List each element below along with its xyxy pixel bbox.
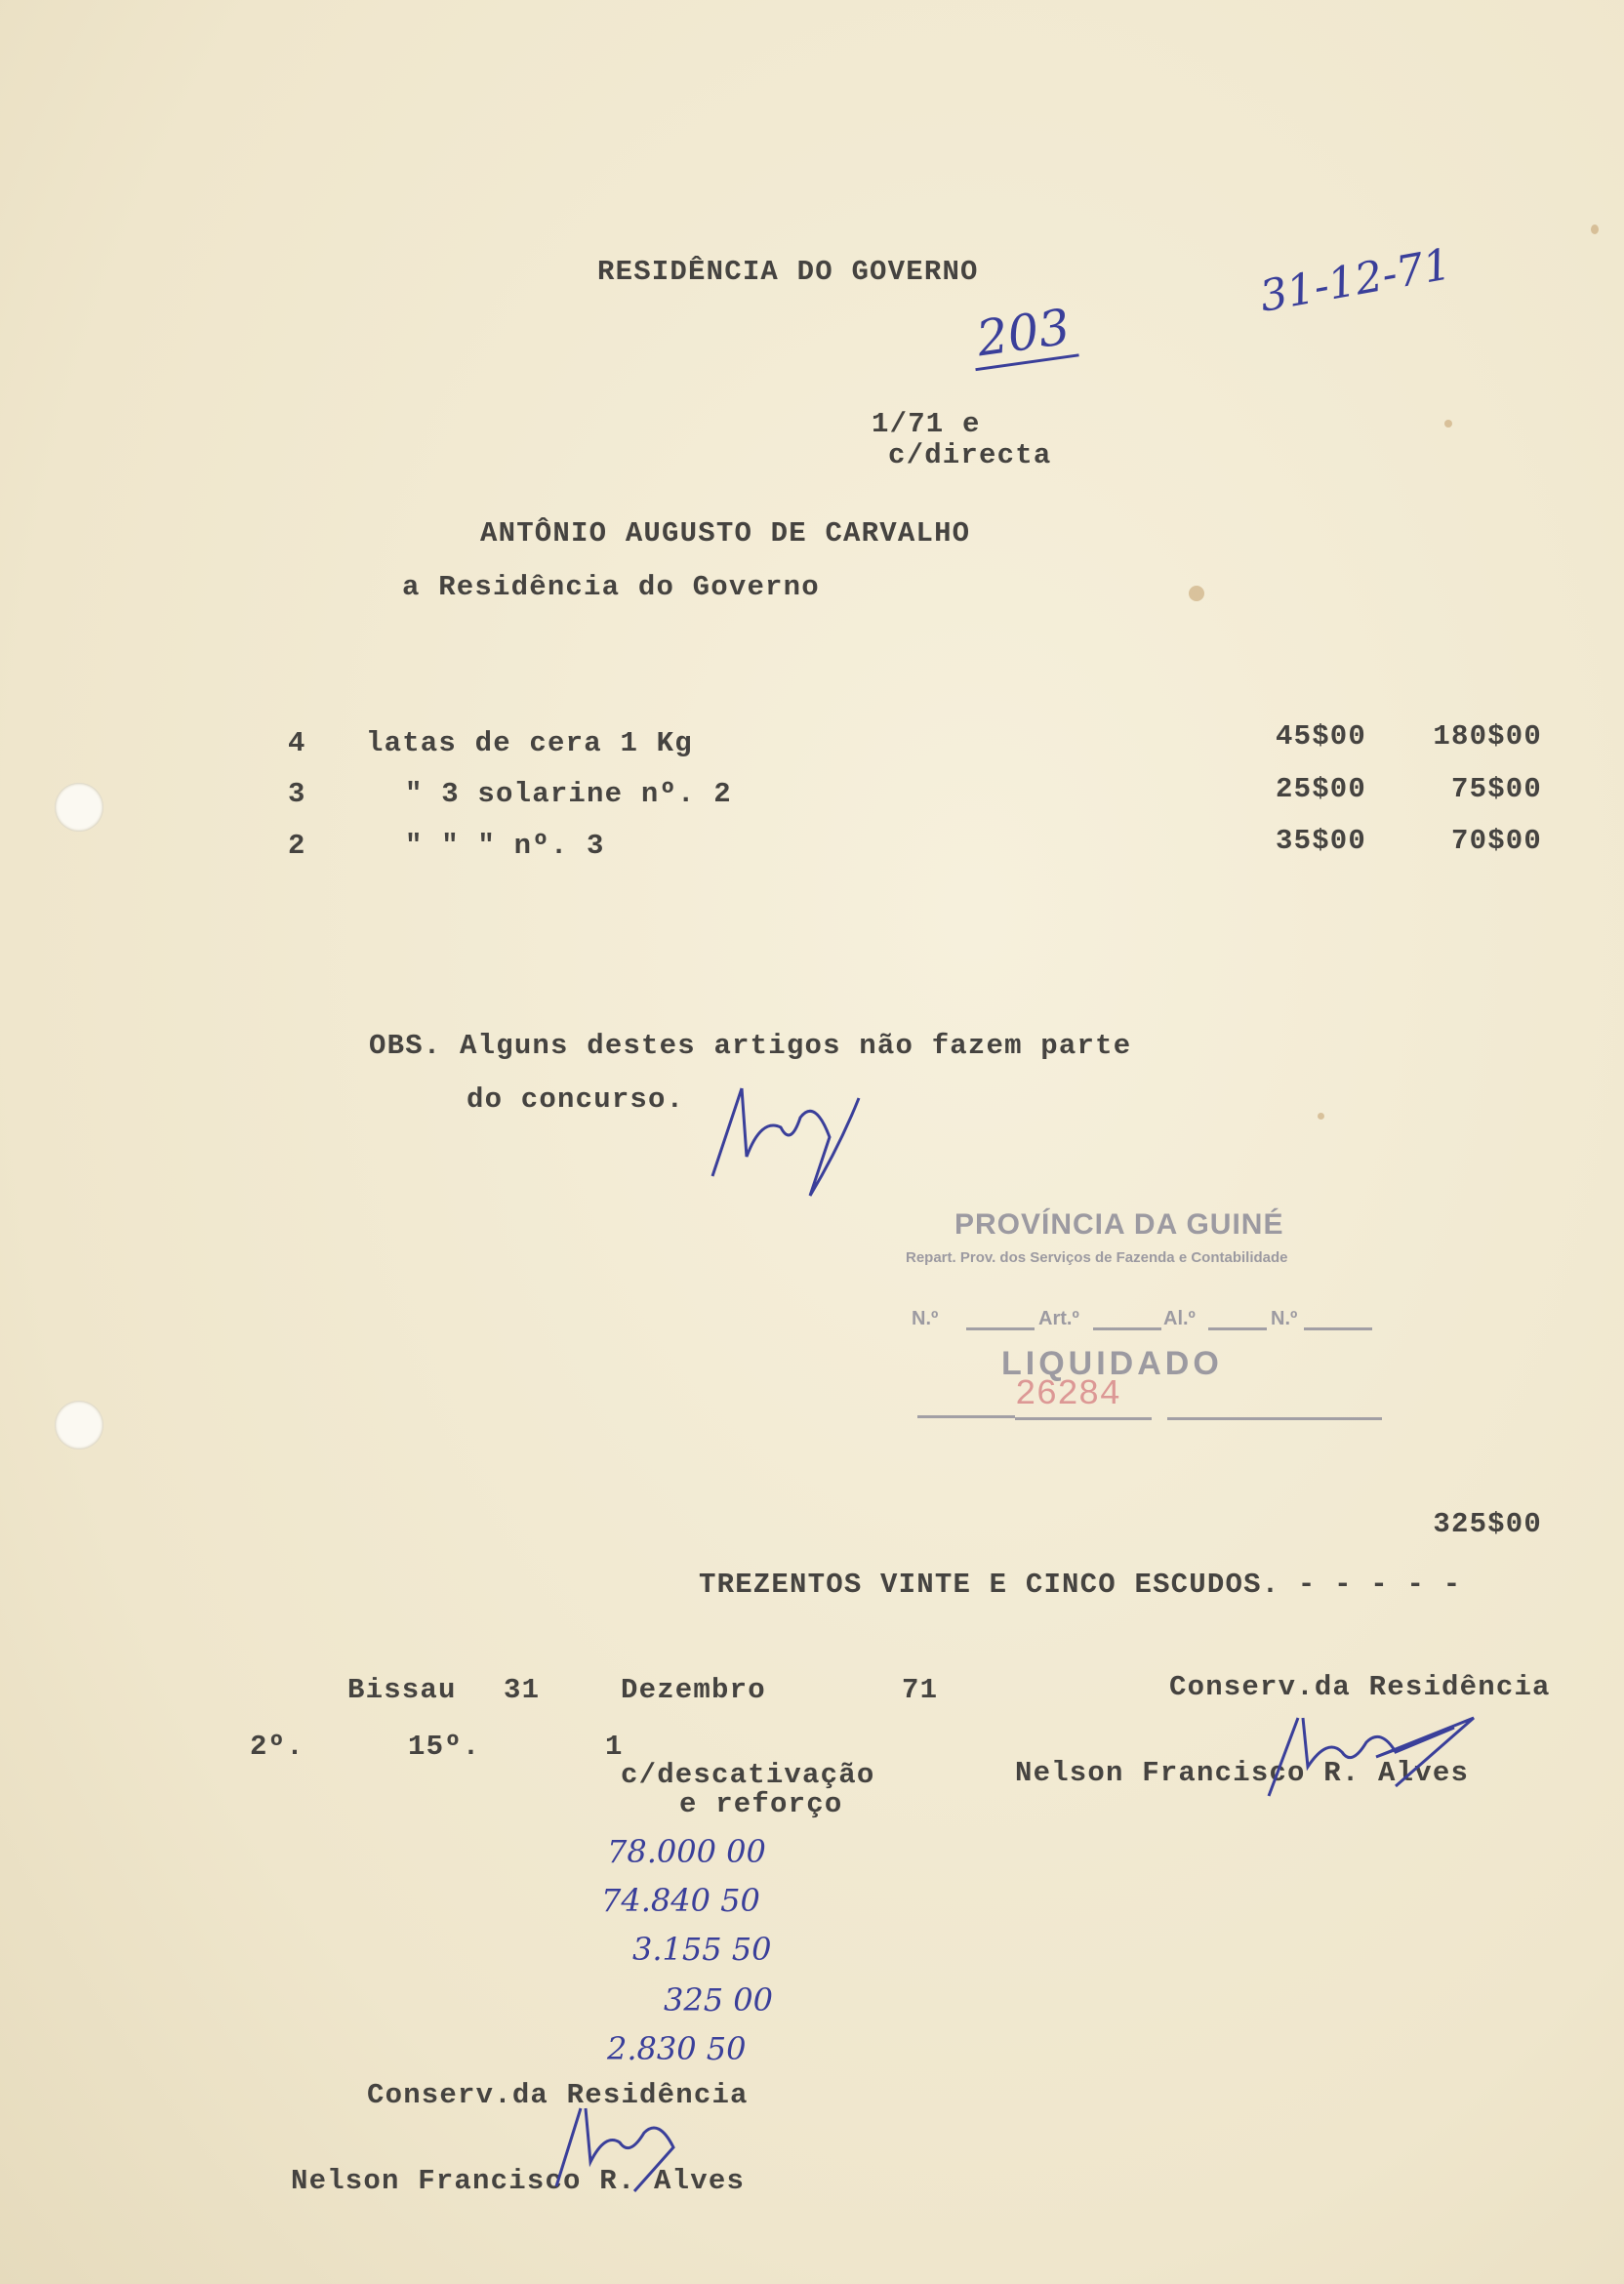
stamp-field-al: Al.º: [1163, 1308, 1196, 1329]
handwritten-date: 31-12-71: [1256, 239, 1455, 322]
observation-line-1: OBS. Alguns destes artigos não fazem parte: [369, 1030, 1132, 1062]
total-in-words: TREZENTOS VINTE E CINCO ESCUDOS. - - - - -: [699, 1569, 1462, 1601]
stamp-line: [1015, 1417, 1152, 1420]
item-qty: 2: [288, 830, 306, 862]
reference-line-2: c/directa: [888, 439, 1052, 471]
item-total: 70$00: [1450, 825, 1542, 857]
supplier-name: ANTÔNIO AUGUSTO DE CARVALHO: [480, 517, 971, 550]
signature-mark: [703, 1059, 869, 1205]
item-total: 180$00: [1433, 720, 1542, 753]
stamp-field-art: Art.º: [1038, 1308, 1079, 1329]
handwritten-calc: 74.840 50: [601, 1882, 760, 1919]
signatory-title-left: Conserv.da Residência: [367, 2079, 749, 2111]
signature-right: [1259, 1698, 1493, 1806]
observation-line-2: do concurso.: [467, 1083, 685, 1116]
stamp-line: [1167, 1417, 1382, 1420]
stamp-province: PROVÍNCIA DA GUINÉ: [954, 1208, 1284, 1241]
stain: [1591, 224, 1599, 234]
item-description: latas de cera 1 Kg: [366, 727, 693, 759]
signatory-title-right: Conserv.da Residência: [1169, 1671, 1551, 1703]
stamp-line: [1093, 1327, 1161, 1330]
institution-heading: RESIDÊNCIA DO GOVERNO: [597, 256, 979, 288]
stamp-number: 26284: [1015, 1374, 1121, 1414]
stain: [1318, 1113, 1324, 1120]
classification-note-2: e reforço: [679, 1788, 843, 1820]
item-unit-price: 45$00: [1275, 720, 1366, 753]
stain: [1189, 586, 1204, 601]
signature-left: [547, 2089, 703, 2196]
item-description: " 3 solarine nº. 2: [405, 778, 732, 810]
stamp-field-no-2: N.º: [1271, 1308, 1298, 1329]
stamp-line: [1208, 1327, 1267, 1330]
handwritten-calc: 325 00: [664, 1981, 773, 2019]
total-amount: 325$00: [1433, 1508, 1542, 1540]
item-unit-price: 35$00: [1275, 825, 1366, 857]
stamp-line: [966, 1327, 1035, 1330]
punch-hole-bottom: [55, 1401, 103, 1449]
stamp-department: Repart. Prov. dos Serviços de Fazenda e Contabilidade: [906, 1249, 1288, 1266]
handwritten-number: 203: [967, 298, 1079, 371]
reference-line-1: 1/71 e: [872, 408, 981, 440]
classification-article: 15º.: [408, 1731, 481, 1763]
item-qty: 3: [288, 778, 306, 810]
place: Bissau: [347, 1674, 457, 1706]
classification-note-1: c/descativação: [621, 1759, 875, 1791]
item-qty: 4: [288, 727, 306, 759]
punch-hole-top: [55, 783, 103, 832]
stain: [1444, 420, 1452, 428]
handwritten-calc: 3.155 50: [632, 1931, 772, 1968]
item-total: 75$00: [1450, 773, 1542, 805]
year: 71: [902, 1674, 939, 1706]
recipient: a Residência do Governo: [402, 571, 820, 603]
stamp-line: [1304, 1327, 1372, 1330]
item-unit-price: 25$00: [1275, 773, 1366, 805]
classification-number: 1: [605, 1731, 624, 1763]
signatory-name-left: Nelson Francisco R. Alves: [291, 2165, 746, 2197]
stamp-liquidado: LIQUIDADO: [1001, 1345, 1223, 1382]
classification-chapter: 2º.: [250, 1731, 304, 1763]
stamp-line: [917, 1415, 1015, 1418]
stamp-field-no: N.º: [912, 1308, 939, 1329]
item-description: " " " nº. 3: [405, 830, 605, 862]
day: 31: [504, 1674, 541, 1706]
handwritten-calc: 78.000 00: [607, 1833, 766, 1870]
month: Dezembro: [621, 1674, 766, 1706]
signatory-name-right: Nelson Francisco R. Alves: [1015, 1757, 1470, 1789]
handwritten-calc: 2.830 50: [607, 2030, 747, 2067]
